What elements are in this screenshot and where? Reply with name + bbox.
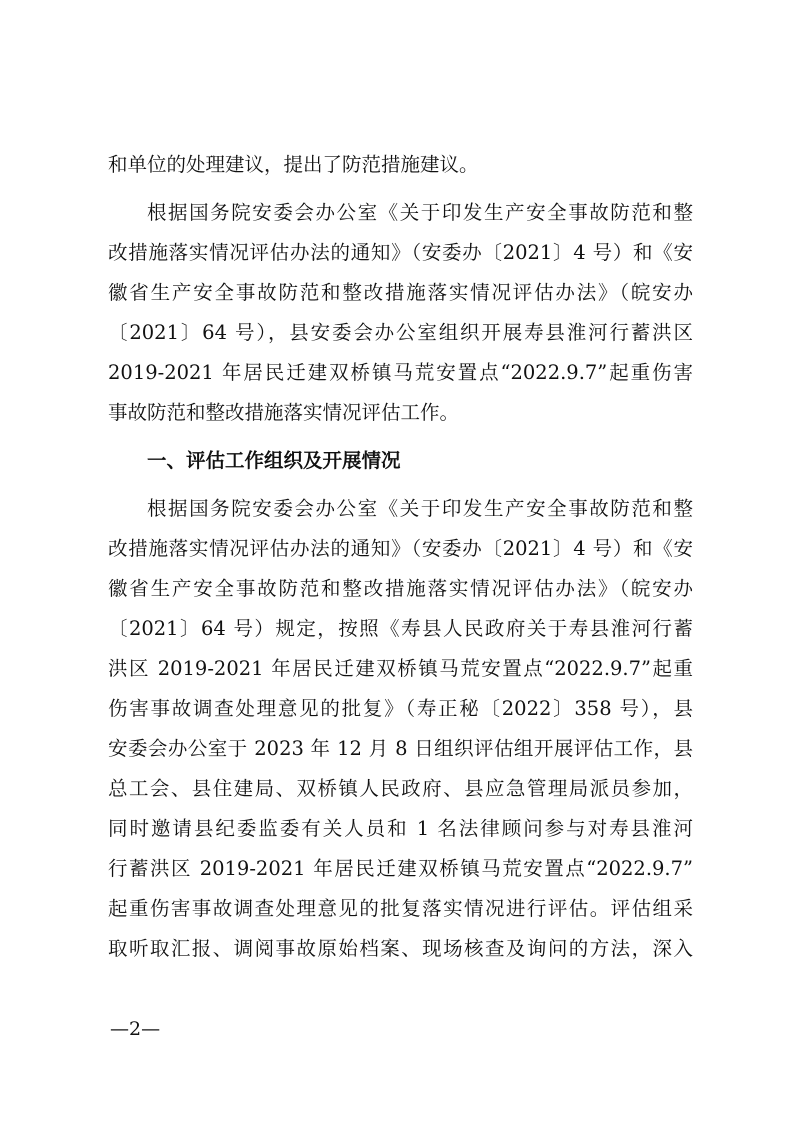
- paragraph-2-line-12: 取听取汇报、调阅事故原始档案、现场核查及询问的方法，深入: [108, 937, 693, 960]
- paragraph-1-line-5: 2019-2021 年居民迁建双桥镇马荒安置点“2022.9.7”起重伤害: [108, 361, 693, 384]
- paragraph-1-line-2: 改措施落实情况评估办法的通知》（安委办〔2021〕4 号）和《安: [108, 241, 693, 264]
- paragraph-2-line-2: 改措施落实情况评估办法的通知》（安委办〔2021〕4 号）和《安: [108, 537, 693, 560]
- paragraph-2-line-6: 伤害事故调查处理意见的批复》（寿正秘〔2022〕358 号），县: [108, 697, 693, 720]
- paragraph-1-line-6: 事故防范和整改措施落实情况评估工作。: [108, 401, 460, 424]
- paragraph-2-line-3: 徽省生产安全事故防范和整改措施落实情况评估办法》（皖安办: [108, 577, 693, 600]
- paragraph-2-line-8: 总工会、县住建局、双桥镇人民政府、县应急管理局派员参加，: [108, 777, 693, 800]
- paragraph-2-line-10: 行蓄洪区 2019-2021 年居民迁建双桥镇马荒安置点“2022.9.7”: [108, 857, 693, 880]
- paragraph-2-line-9: 同时邀请县纪委监委有关人员和 1 名法律顾问参与对寿县淮河: [108, 817, 693, 840]
- section-heading: 一、评估工作组织及开展情况: [147, 449, 401, 472]
- paragraph-1-line-4: 〔2021〕64 号），县安委会办公室组织开展寿县淮河行蓄洪区: [108, 321, 693, 344]
- paragraph-2-line-11: 起重伤害事故调查处理意见的批复落实情况进行评估。评估组采: [108, 897, 693, 920]
- paragraph-2-line-1: 根据国务院安委会办公室《关于印发生产安全事故防范和整: [147, 497, 693, 520]
- page-number: —2—: [110, 1018, 161, 1040]
- paragraph-continuation-line: 和单位的处理建议，提出了防范措施建议。: [108, 153, 479, 176]
- paragraph-2-line-7: 安委会办公室于 2023 年 12 月 8 日组织评估组开展评估工作，县: [108, 737, 693, 760]
- paragraph-2-line-5: 洪区 2019-2021 年居民迁建双桥镇马荒安置点“2022.9.7”起重: [108, 657, 693, 680]
- paragraph-1-line-3: 徽省生产安全事故防范和整改措施落实情况评估办法》（皖安办: [108, 281, 693, 304]
- paragraph-2-line-4: 〔2021〕64 号）规定，按照《寿县人民政府关于寿县淮河行蓄: [108, 617, 693, 640]
- paragraph-1-line-1: 根据国务院安委会办公室《关于印发生产安全事故防范和整: [147, 201, 693, 224]
